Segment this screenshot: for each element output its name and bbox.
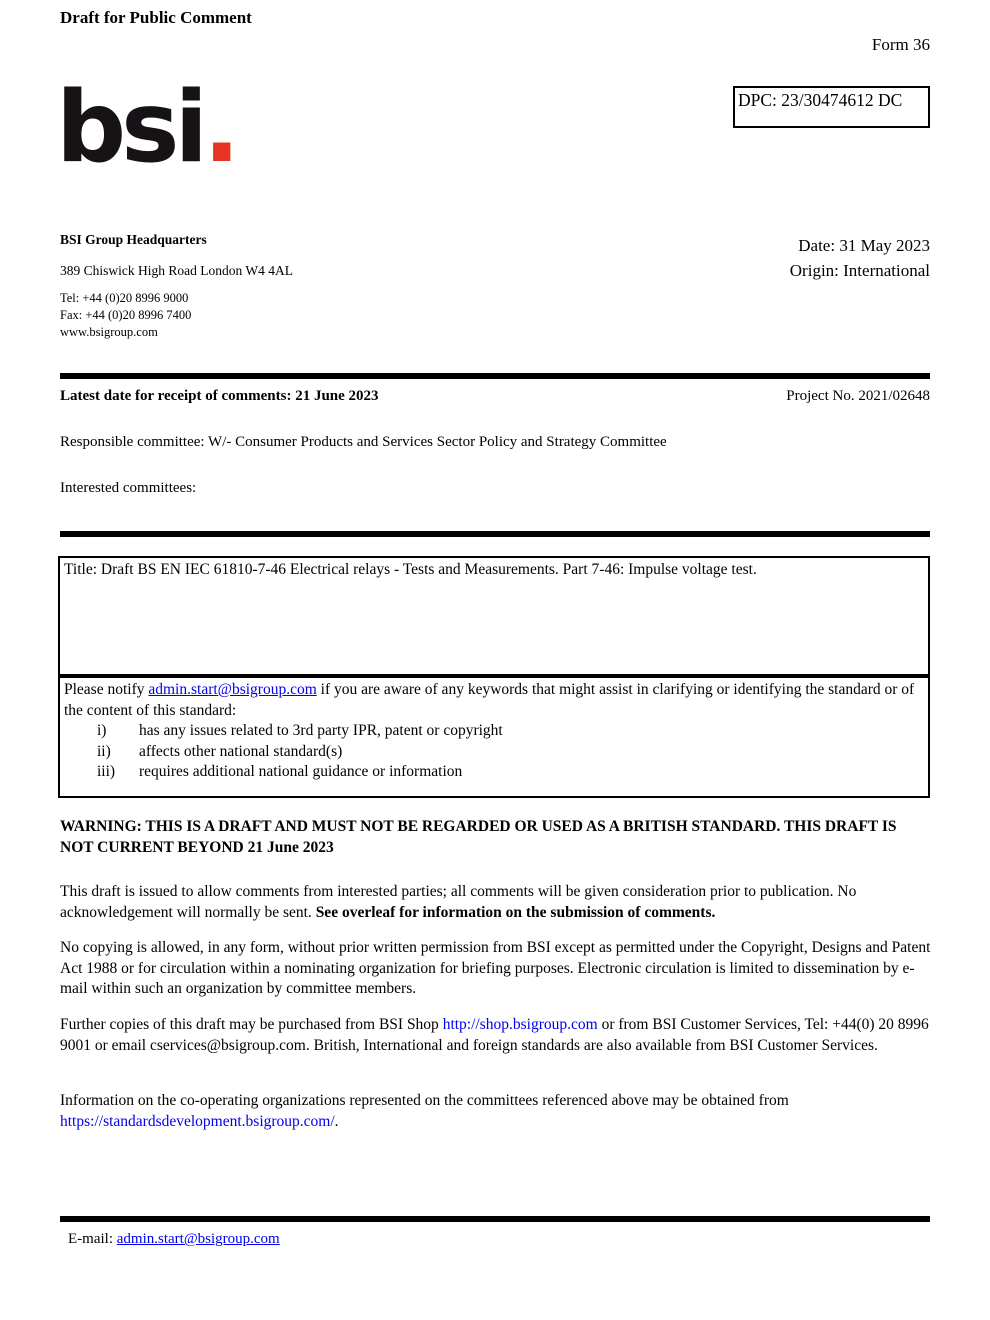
list-item-numeral: ii)	[97, 742, 111, 760]
notify-prefix: Please notify	[64, 681, 149, 698]
date-line: Date: 31 May 2023	[798, 236, 930, 255]
list-item-text: requires additional national guidance or information	[139, 763, 463, 780]
further-copies-text-2: or from BSI Customer Services, Tel: +44(0) 20 8996 9001 or email cservices@bsigroup.com. British, International and foreign standards are also available from BSI Customer Services.	[60, 1016, 929, 1054]
draft-issued-paragraph	[60, 882, 932, 923]
footer-email-label: E-mail:	[68, 1231, 117, 1247]
info-text-1: Information on the co-operating organizations represented on the committees referenced above may be obtained from	[60, 1092, 789, 1109]
standard-title: Title: Draft BS EN IEC 61810-7-46 Electrical relays - Tests and Measurements. Part 7-46: Impulse voltage test.	[64, 561, 757, 578]
footer-email-line	[68, 1231, 280, 1248]
further-copies-paragraph	[60, 1015, 932, 1056]
project-number: Project No. 2021/02648	[786, 388, 930, 404]
form-number: Form 36	[871, 35, 930, 54]
no-copying-paragraph: No copying is allowed, in any form, without prior written permission from BSI except as permitted under the Copyright, Designs and Patent Act 1988 or for circulation within a nominating organization for briefing purposes. Electronic circulation is limited to dissemination by e-mail within such an organization by committee members.	[60, 939, 931, 997]
headquarters-block	[60, 232, 420, 341]
horizontal-rule-middle	[60, 531, 930, 537]
footer-email-link[interactable]: admin.start@bsigroup.com	[116, 1231, 280, 1247]
notify-list	[64, 721, 924, 783]
list-item	[64, 742, 924, 763]
draft-issued-text: This draft is issued to allow comments from interested parties; all comments will be given consideration prior to publication. No acknowledgement will normally be sent.	[60, 883, 857, 921]
interested-committees-line: Interested committees:	[60, 480, 197, 496]
hq-website: www.bsigroup.com	[60, 325, 158, 339]
notify-suffix: if you are aware of any keywords that might assist in clarifying or identifying the standard or of the content of this standard:	[64, 681, 915, 719]
info-text-2: .	[334, 1112, 339, 1130]
standard-title-box	[58, 556, 930, 676]
notify-paragraph	[64, 680, 924, 721]
notify-email-link[interactable]: admin.start@bsigroup.com	[148, 681, 317, 698]
list-item-numeral: i)	[97, 722, 107, 739]
hq-title: BSI Group Headquarters	[60, 232, 207, 247]
date-origin-block	[790, 233, 930, 283]
list-item	[64, 762, 924, 783]
dpc-number: DPC: 23/30474612 DC	[738, 90, 903, 110]
list-item-text: affects other national standard(s)	[139, 742, 343, 760]
keywords-notify-box	[58, 676, 930, 798]
bsi-logo-dot: .	[203, 71, 241, 185]
comments-deadline-row	[60, 388, 930, 405]
dpc-number-box	[733, 86, 930, 128]
hq-fax: Fax: +44 (0)20 8996 7400	[60, 308, 192, 322]
list-item-numeral: iii)	[97, 763, 116, 780]
bsi-shop-link[interactable]: http://shop.bsigroup.com	[442, 1016, 598, 1033]
bsi-logo	[56, 72, 240, 192]
further-copies-text-1: Further copies of this draft may be purchased from BSI Shop	[60, 1016, 443, 1033]
hq-tel: Tel: +44 (0)20 8996 9000	[60, 291, 189, 305]
see-overleaf-text: See overleaf for information on the submission of comments.	[315, 903, 716, 921]
cooperating-orgs-paragraph	[60, 1091, 932, 1132]
warning-paragraph: WARNING: THIS IS A DRAFT AND MUST NOT BE REGARDED OR USED AS A BRITISH STANDARD. THIS DRAFT IS NOT CURRENT BEYOND 21 June 2023	[60, 818, 897, 856]
list-item	[64, 721, 924, 742]
list-item-text: has any issues related to 3rd party IPR, patent or copyright	[139, 722, 503, 739]
hq-address: 389 Chiswick High Road London W4 4AL	[60, 263, 293, 278]
latest-date-label: Latest date for receipt of comments: 21 June 2023	[60, 388, 379, 404]
bsi-logo-text: bsi	[56, 71, 204, 185]
responsible-committee-line: Responsible committee: W/- Consumer Products and Services Sector Policy and Strategy Committee	[60, 434, 667, 450]
horizontal-rule-top	[60, 373, 930, 379]
horizontal-rule-bottom	[60, 1216, 930, 1222]
origin-line: Origin: International	[789, 261, 930, 280]
standards-development-link[interactable]: https://standardsdevelopment.bsigroup.com/	[60, 1112, 335, 1130]
page-title: Draft for Public Comment	[60, 8, 252, 27]
